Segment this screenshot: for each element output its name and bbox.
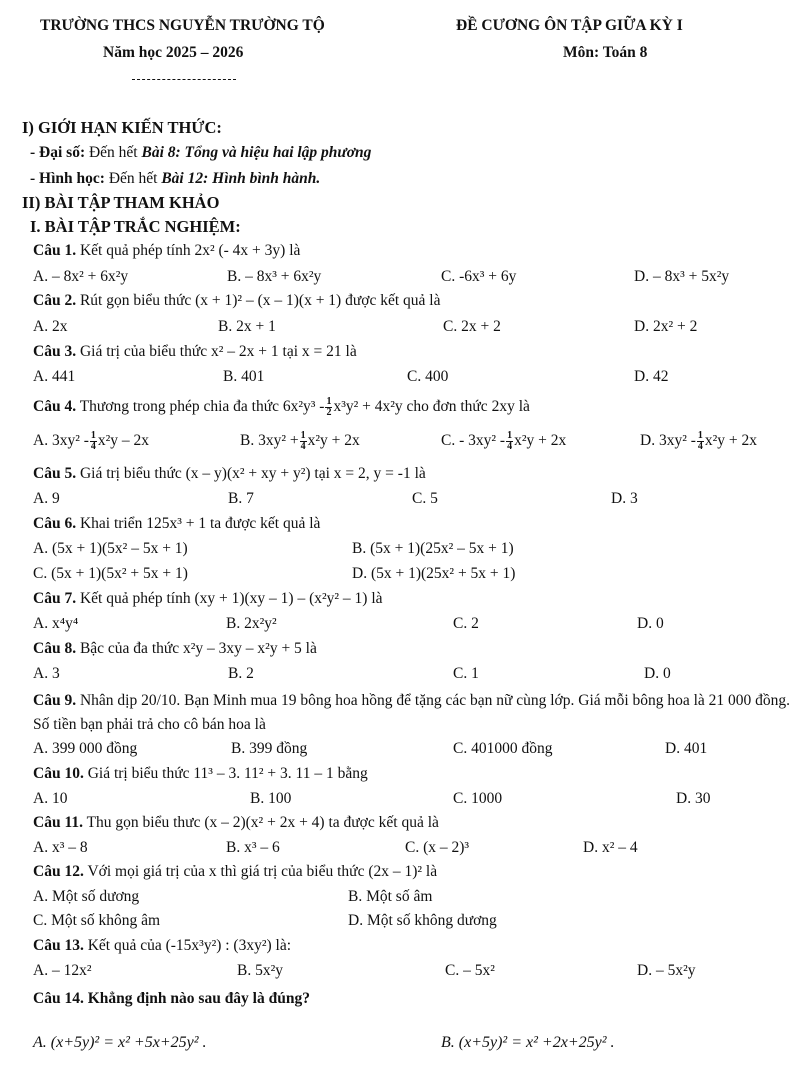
q8-option-c: C. 1 xyxy=(453,665,479,682)
q6-option-d: D. (5x + 1)(25x² + 5x + 1) xyxy=(352,565,516,582)
q8-option-b: B. 2 xyxy=(228,665,254,682)
q13-option-c: C. – 5x² xyxy=(445,962,495,979)
reference-heading: II) BÀI TẬP THAM KHẢO xyxy=(22,193,220,212)
q4-option-b: B. 3xy² + $\frac{1}{4}$ x²y + 2x xyxy=(240,430,360,452)
school-name: TRƯỜNG THCS NGUYỄN TRƯỜNG TỘ xyxy=(40,17,325,34)
q12-option-c: C. Một số không âm xyxy=(33,912,161,929)
q6-option-b: B. (5x + 1)(25x² – 5x + 1) xyxy=(352,540,514,557)
q3-option-d: D. 42 xyxy=(634,368,669,385)
question-13: Câu 13. Kết quả của (-15x³y²) : (3xy²) là: xyxy=(33,937,292,954)
q10-option-a: A. 10 xyxy=(33,790,68,807)
q14-option-b: B. (x+5y)² = x² +2x+25y² . xyxy=(441,1034,615,1051)
q2-option-b: B. 2x + 1 xyxy=(218,318,276,335)
q5-option-d: D. 3 xyxy=(611,490,638,507)
question-2: Câu 2. Rút gọn biểu thức (x + 1)² – (x – 1)(x + 1) được kết quả là xyxy=(33,292,441,309)
limits-heading: I) GIỚI HẠN KIẾN THỨC: xyxy=(22,118,222,137)
q13-option-a: A. – 12x² xyxy=(33,962,92,979)
q9-option-a: A. 399 000 đồng xyxy=(33,740,138,757)
q9-option-b: B. 399 đồng xyxy=(231,740,308,757)
q12-option-d: D. Một số không dương xyxy=(348,912,497,929)
q12-option-a: A. Một số dương xyxy=(33,888,140,905)
question-3: Câu 3. Giá trị của biểu thức x² – 2x + 1 tại x = 21 là xyxy=(33,343,357,360)
multiple-choice-heading: I. BÀI TẬP TRẮC NGHIỆM: xyxy=(30,217,241,236)
q3-option-c: C. 400 xyxy=(407,368,449,385)
q3-option-b: B. 401 xyxy=(223,368,265,385)
q3-option-a: A. 441 xyxy=(33,368,76,385)
q7-option-d: D. 0 xyxy=(637,615,664,632)
question-5: Câu 5. Giá trị biểu thức (x – y)(x² + xy + y²) tại x = 2, y = -1 là xyxy=(33,465,426,482)
q10-option-d: D. 30 xyxy=(676,790,711,807)
q7-option-c: C. 2 xyxy=(453,615,479,632)
question-10: Câu 10. Giá trị biểu thức 11³ – 3. 11² + 3. 11 – 1 bằng xyxy=(33,765,368,782)
q4-option-c: C. - 3xy² - $\frac{1}{4}$ x²y + 2x xyxy=(441,430,567,452)
q7-option-b: B. 2x²y² xyxy=(226,615,277,632)
q8-option-d: D. 0 xyxy=(644,665,671,682)
question-9: Câu 9. Nhân dịp 20/10. Bạn Minh mua 19 bông hoa hồng để tặng các bạn nữ cùng lớp. Giá mỗi bông hoa là 21 000 đồng. Số tiền bạn phải trả cho cô bán hoa là xyxy=(33,692,791,733)
question-11: Câu 11. Thu gọn biểu thưc (x – 2)(x² + 2x + 4) ta được kết quả là xyxy=(33,814,439,831)
subject: Môn: Toán 8 xyxy=(563,44,648,61)
q11-option-d: D. x² – 4 xyxy=(583,839,638,856)
q12-option-b: B. Một số âm xyxy=(348,888,433,905)
question-14: Câu 14. Khẳng định nào sau đây là đúng? xyxy=(33,990,310,1007)
question-6: Câu 6. Khai triển 125x³ + 1 ta được kết quả là xyxy=(33,515,321,532)
q2-option-d: D. 2x² + 2 xyxy=(634,318,698,335)
q14-option-a: A. (x+5y)² = x² +5x+25y² . xyxy=(33,1034,207,1051)
q2-option-a: A. 2x xyxy=(33,318,68,335)
q1-option-d: D. – 8x³ + 5x²y xyxy=(634,268,730,285)
q9-option-d: D. 401 xyxy=(665,740,708,757)
geometry-scope: - Hình học: Đến hết Bài 12: Hình bình hành. xyxy=(30,170,321,187)
q13-option-b: B. 5x²y xyxy=(237,962,283,979)
question-8: Câu 8. Bậc của đa thức x²y – 3xy – x²y + 5 là xyxy=(33,640,317,657)
question-12: Câu 12. Với mọi giá trị của x thì giá trị của biểu thức (2x – 1)² là xyxy=(33,863,438,880)
q11-option-c: C. (x – 2)³ xyxy=(405,839,470,856)
question-1: Câu 1. Kết quả phép tính 2x² (- 4x + 3y) là xyxy=(33,242,301,259)
q10-option-b: B. 100 xyxy=(250,790,292,807)
fraction-half: $\frac{1}{2}$ xyxy=(326,396,332,418)
q8-option-a: A. 3 xyxy=(33,665,60,682)
q10-option-c: C. 1000 xyxy=(453,790,503,807)
document-title: ĐỀ CƯƠNG ÔN TẬP GIỮA KỲ I xyxy=(456,17,683,34)
q6-option-a: A. (5x + 1)(5x² – 5x + 1) xyxy=(33,540,188,557)
q5-option-a: A. 9 xyxy=(33,490,60,507)
q5-option-b: B. 7 xyxy=(228,490,254,507)
q11-option-b: B. x³ – 6 xyxy=(226,839,280,856)
algebra-scope: - Đại số: Đến hết Bài 8: Tổng và hiệu hai lập phương xyxy=(30,144,372,161)
q6-option-c: C. (5x + 1)(5x² + 5x + 1) xyxy=(33,565,188,582)
q2-option-c: C. 2x + 2 xyxy=(443,318,501,335)
q5-option-c: C. 5 xyxy=(412,490,438,507)
q1-option-a: A. – 8x² + 6x²y xyxy=(33,268,129,285)
q9-option-c: C. 401000 đồng xyxy=(453,740,553,757)
question-7: Câu 7. Kết quả phép tính (xy + 1)(xy – 1) – (x²y² – 1) là xyxy=(33,590,383,607)
q13-option-d: D. – 5x²y xyxy=(637,962,696,979)
q1-option-c: C. -6x³ + 6y xyxy=(441,268,517,285)
q4-option-a: A. 3xy² - $\frac{1}{4}$ x²y – 2x xyxy=(33,430,150,452)
q7-option-a: A. x⁴y⁴ xyxy=(33,615,79,632)
question-4: Câu 4. Thương trong phép chia đa thức 6x²y³ - $\frac{1}{2}$ x³y² + 4x²y cho đơn thức 2xy là xyxy=(33,396,530,418)
q11-option-a: A. x³ – 8 xyxy=(33,839,88,856)
q1-option-b: B. – 8x³ + 6x²y xyxy=(227,268,322,285)
school-year: Năm học 2025 – 2026 xyxy=(103,44,244,61)
q4-option-d: D. 3xy² - $\frac{1}{4}$ x²y + 2x xyxy=(640,430,758,452)
header-divider xyxy=(132,79,236,80)
